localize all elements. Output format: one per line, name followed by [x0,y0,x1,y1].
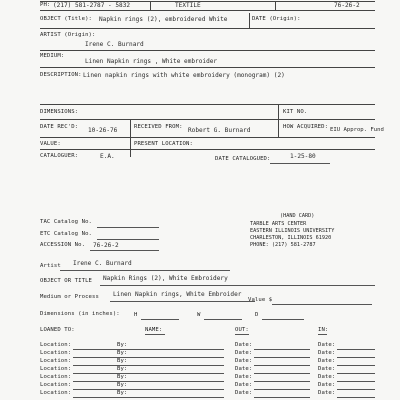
lower-object-value: Napkin Rings (2), White Embroidery [103,275,228,282]
department-value: TEXTILE [175,2,201,9]
rule [73,365,137,366]
lower-object-label: OBJECT OR TITLE [40,278,93,284]
rule [130,397,224,398]
out-date-label: Date: [235,390,253,396]
rule [130,389,224,390]
rule [73,357,137,358]
rule [150,1,151,10]
location-label: Location: [40,342,72,348]
phone-value: (217) 581-2787 - 5832 [53,2,131,9]
rule [40,137,375,138]
rule [337,365,375,366]
etc-catalog-line [97,239,159,240]
artist-origin-label: ARTIST (Origin): [40,32,96,38]
rule [337,349,375,350]
dimension-h-label: H [134,312,138,318]
out-date-label: Date: [235,366,253,372]
object-title-label: OBJECT (Title): [40,16,93,22]
by-label: By: [117,374,128,380]
kit-number-label: KIT NO. [283,109,308,115]
lower-value-label: Value $ [248,297,273,303]
by-label: By: [117,366,128,372]
cataloguer-label: CATALOGUER: [40,153,79,159]
dimension-d-line [262,319,304,320]
tac-catalog-line [97,227,159,228]
rule [337,373,375,374]
etc-catalog-label: ETC Catalog No. [40,231,93,237]
in-date-label: Date: [318,374,336,380]
center-name: TARBLE ARTS CENTER [250,221,307,227]
dimension-w-label: W [197,312,201,318]
accession-value: 76-26-2 [93,242,119,249]
name-header: NAME: [145,327,163,333]
rule [73,373,137,374]
location-label: Location: [40,366,72,372]
description-value: Linen napkin rings with white embroidery (monogram) (2) [83,72,285,79]
rule [337,357,375,358]
out-header: OUT: [235,327,249,333]
dimension-w-line [204,319,242,320]
location-label: Location: [40,382,72,388]
location-label: Location: [40,390,72,396]
rule [40,119,375,120]
rule [40,149,375,150]
medium-line [110,301,255,302]
in-date-label: Date: [318,342,336,348]
rule [130,137,131,149]
location-label: Location: [40,374,72,380]
received-from-value: Robert G. Burnard [188,127,251,134]
rule [337,389,375,390]
object-title-value: Napkin rings (2), embroidered White [99,16,228,23]
by-label: By: [117,390,128,396]
in-date-label: Date: [318,350,336,356]
rule [40,28,375,29]
rule [235,334,249,335]
lower-dimensions-label: Dimensions (in inches): [40,311,120,317]
rule [130,357,224,358]
artist-origin-value: Irene C. Burnard [85,41,144,48]
artist-line [60,270,230,271]
rule [73,381,137,382]
accession-label: ACCESSION No. [40,242,86,248]
dimension-d-label: D [255,312,259,318]
by-label: By: [117,350,128,356]
rule [337,397,375,398]
rule [275,1,276,10]
rule [40,67,375,68]
rule [40,104,375,105]
out-date-label: Date: [235,342,253,348]
date-received-label: DATE REC'D: [40,124,79,130]
date-origin-label: DATE (Origin): [252,16,301,22]
rule [73,389,137,390]
value-line [272,304,372,305]
in-date-label: Date: [318,390,336,396]
rule [278,104,279,119]
description-label: DESCRIPTION: [40,72,82,78]
rule [130,373,224,374]
rule [254,349,310,350]
accession-line [90,250,159,251]
rule [254,357,310,358]
date-catalogued-value: 1-25-80 [290,153,316,160]
out-date-label: Date: [235,358,253,364]
hand-card-label: (HAND CARD) [280,213,315,219]
tac-catalog-label: TAC Catalog No. [40,219,93,225]
rule [278,119,279,137]
catalog-number-value: 76-26-2 [334,2,360,9]
in-header: IN: [318,327,329,333]
out-date-label: Date: [235,350,253,356]
lower-medium-label: Medium or Process [40,294,99,300]
rule [249,13,250,28]
rule [73,349,137,350]
medium-value: Linen Napkin rings , White embroider [85,58,218,65]
dimensions-label: DIMENSIONS: [40,109,79,115]
lower-artist-label: Artist [40,263,61,269]
lower-medium-value: Linen Napkin rings, White Embroider [113,291,242,298]
rule [130,119,131,137]
rule [337,381,375,382]
in-date-label: Date: [318,358,336,364]
date-catalogued-label: DATE CATALOGUED: [215,156,271,162]
center-phone: PHONE: (217) 581-2787 [250,242,316,248]
location-label: Location: [40,350,72,356]
rule [145,334,165,335]
in-date-label: Date: [318,382,336,388]
how-acquired-value: EIU Approp. Fund [330,127,384,133]
rule [40,10,375,11]
rule [254,373,310,374]
rule [130,349,224,350]
present-location-label: PRESENT LOCATION: [134,141,193,147]
value-label: VALUE: [40,141,61,147]
rule [130,381,224,382]
location-label: Location: [40,358,72,364]
rule [40,50,375,51]
by-label: By: [117,358,128,364]
cataloguer-value: E.A. [100,153,115,160]
date-received-value: 10-26-76 [88,127,118,134]
rule [254,389,310,390]
rule [318,334,327,335]
rule [254,365,310,366]
out-date-label: Date: [235,374,253,380]
rule [130,365,224,366]
object-line [100,285,375,286]
rule [254,397,310,398]
rule [254,381,310,382]
lower-artist-value: Irene C. Burnard [73,260,132,267]
university-name: EASTERN ILLINOIS UNIVERSITY [250,228,335,234]
city-address: CHARLESTON, ILLINOIS 61920 [250,235,332,241]
by-label: By: [117,342,128,348]
out-date-label: Date: [235,382,253,388]
in-date-label: Date: [318,366,336,372]
received-from-label: RECEIVED FROM: [134,124,183,130]
rule [73,397,137,398]
rule [270,163,330,164]
rule [130,149,131,157]
by-label: By: [117,382,128,388]
medium-label: MEDIUM: [40,53,65,59]
dimension-h-line [141,319,179,320]
phone-label: PH: [40,2,51,8]
loaned-to-header: LOANED TO: [40,327,75,333]
how-acquired-label: HOW ACQUIRED: [283,124,329,130]
